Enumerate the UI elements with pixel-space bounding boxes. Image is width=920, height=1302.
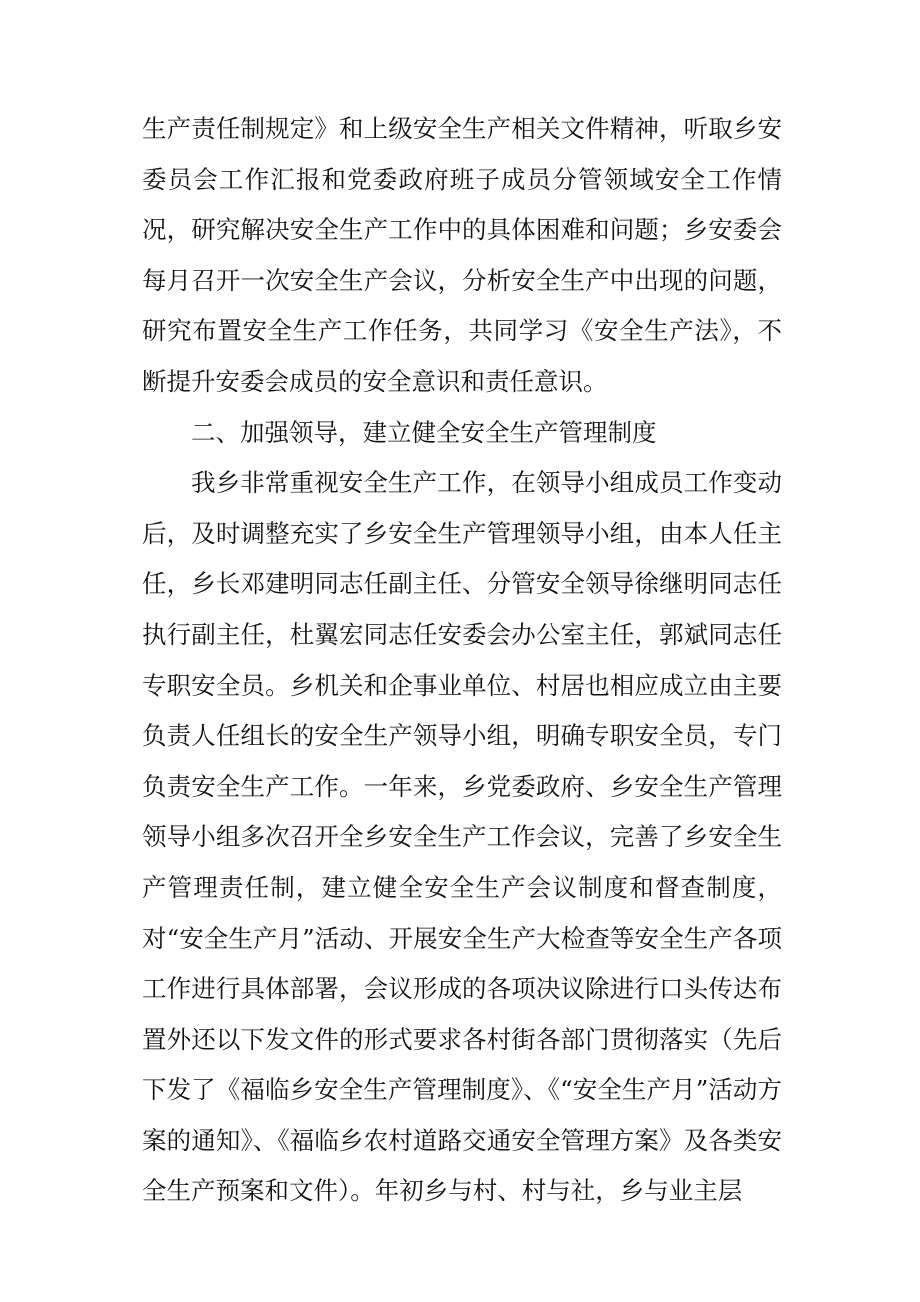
document-body xyxy=(142,104,782,1217)
section-heading: 二、加强领导，建立健全安全生产管理制度 xyxy=(191,417,657,447)
paragraph-continuation: 生产责任制规定》和上级安全生产相关文件精神，听取乡安委员会工作汇报和党委政府班子成员分管领域安全工作情况，研究解决安全生产工作中的具体困难和问题；乡安委会每月召开一次安全生产会议，分析安全生产中出现的问题，研究布置安全生产工作任务，共同学习《安全生产法》，不断提升安委会成员的安全意识和责任意识。 xyxy=(142,114,782,396)
paragraph-body: 我乡非常重视安全生产工作，在领导小组成员工作变动后，及时调整充实了乡安全生产管理领导小组，由本人任主任，乡长邓建明同志任副主任、分管安全领导徐继明同志任执行副主任，杜翼宏同志任安委会办公室主任，郭斌同志任专职安全员。乡机关和企事业单位、村居也相应成立由主要负责人任组长的安全生产领导小组，明确专职安全员，专门负责安全生产工作。一年来，乡党委政府、乡安全生产管理领导小组多次召开全乡安全生产工作会议，完善了乡安全生产管理责任制，建立健全安全生产会议制度和督查制度，对“安全生产月”活动、开展安全生产大检查等安全生产各项工作进行具体部署，会议形成的各项决议除进行口头传达布置外还以下发文件的形式要求各村街各部门贯彻落实（先后下发了《福临乡安全生产管理制度》、《“安全生产月”活动方案的通知》、《福临乡农村道路交通安全管理方案》及各类安全生产预案和文件）。年初乡与村、村与社，乡与业主层 xyxy=(142,468,782,1206)
